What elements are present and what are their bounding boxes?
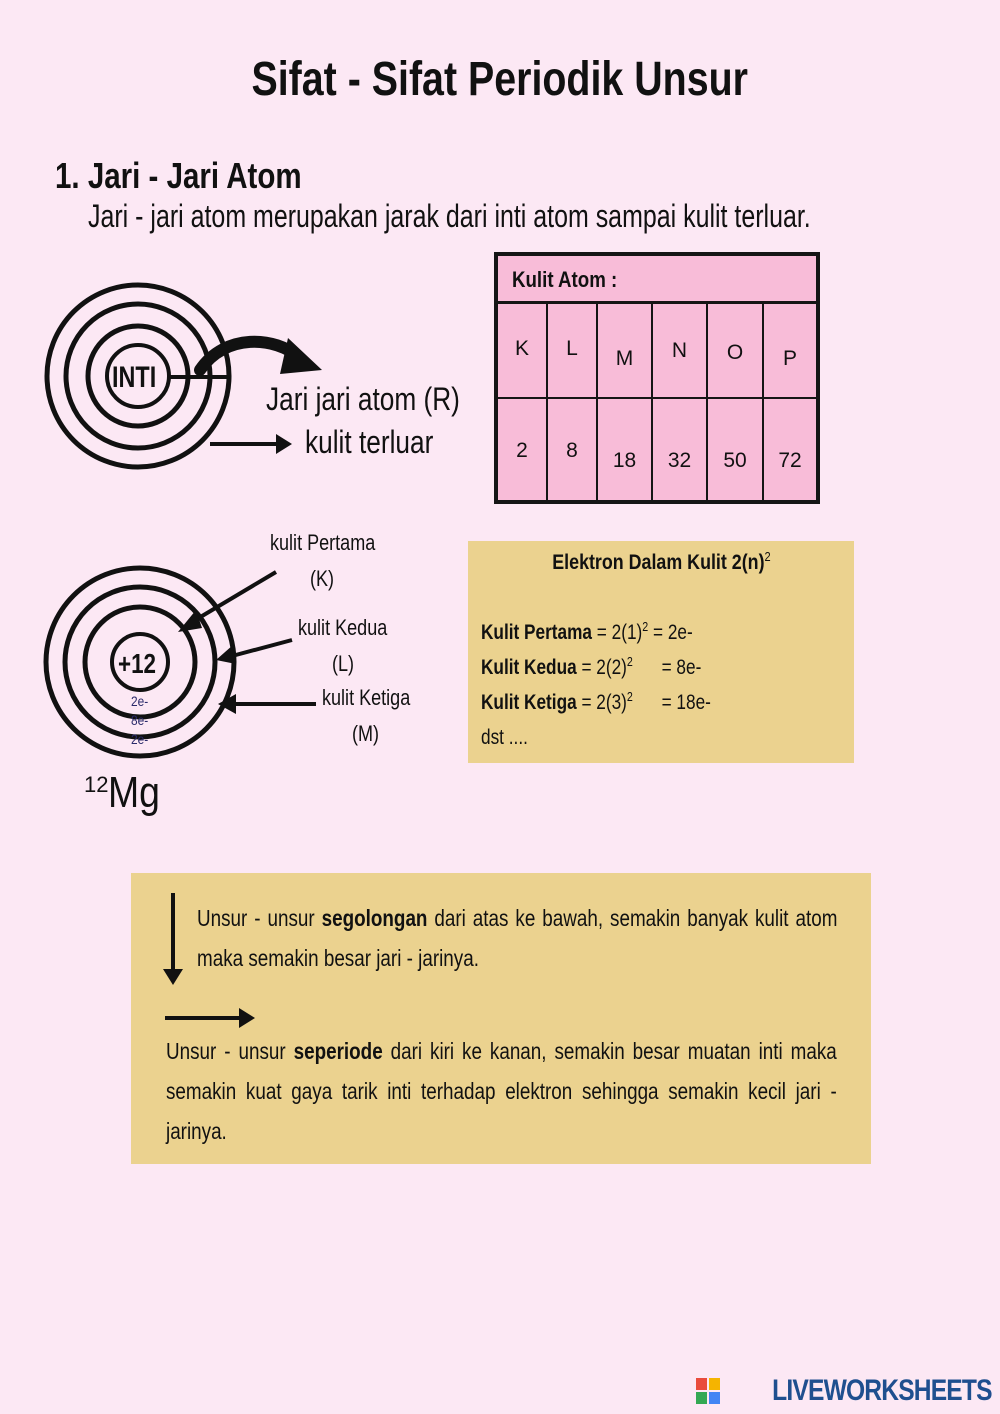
shell-name-n: N xyxy=(671,339,688,362)
section-heading: 1. Jari - Jari Atom xyxy=(55,155,302,196)
arrow-right-icon xyxy=(165,1006,257,1030)
shell-electrons-k: 2 xyxy=(516,439,528,462)
electron-row-3: Kulit Ketiga = $2(3)^2$ = 18e- xyxy=(481,689,711,714)
mg-electron-shell-2: 8e- xyxy=(131,712,149,728)
shell-name-o: O xyxy=(726,341,744,364)
liveworksheets-watermark: LIVEWORKSHEETS xyxy=(696,1374,992,1408)
electron-etc: dst .... xyxy=(481,726,528,749)
inti-label: INTI xyxy=(112,361,157,394)
mg-symbol: Mg xyxy=(108,768,161,817)
mg-atomic-number: 12 xyxy=(84,772,109,797)
shell-name-l: L xyxy=(566,337,578,360)
electron-formula-box xyxy=(468,541,854,763)
label-kulit-pertama: kulit Pertama xyxy=(270,530,376,555)
mg-nucleus: +12 xyxy=(118,648,156,679)
mg-electron-shell-3: 2e- xyxy=(131,731,149,747)
label-m: (M) xyxy=(352,721,380,746)
shell-name-p: P xyxy=(782,347,797,370)
shell-electrons-m: 18 xyxy=(612,449,637,472)
electron-row-1: Kulit Pertama = $2(1)^2 = 2e-$ xyxy=(481,619,693,644)
mg-electron-shell-1: 2e- xyxy=(131,693,149,709)
shell-name-k: K xyxy=(514,337,529,360)
shell-name-m: M xyxy=(615,347,634,370)
shell-electrons-n: 32 xyxy=(667,449,692,472)
label-l: (L) xyxy=(332,651,355,676)
mg-element-symbol xyxy=(84,768,170,818)
electron-row-2: Kulit Kedua = $2(2)^2$ = 8e- xyxy=(481,654,702,679)
shell-electrons-p: 72 xyxy=(778,449,802,472)
period-trend-text: Unsur - unsur seperiode dari kiri ke kanan, semakin besar muatan inti maka semakin kuat gaya tarik inti terhadap elektron sehingga semakin kecil jari - jarinya. xyxy=(166,1038,837,1144)
group-trend-text: Unsur - unsur segolongan dari atas ke bawah, semakin banyak kulit atom maka semakin besar jari - jarinya. xyxy=(197,905,838,971)
info-box xyxy=(131,873,871,1164)
outer-shell-label: kulit terluar xyxy=(305,424,434,460)
label-k: (K) xyxy=(310,566,335,591)
shell-electrons-o: 50 xyxy=(723,449,747,472)
shell-table xyxy=(494,252,820,504)
label-kulit-kedua: kulit Kedua xyxy=(298,615,388,640)
page-title: Sifat - Sifat Periodik Unsur xyxy=(251,53,749,106)
electron-box-title-sup: 2 xyxy=(764,549,771,565)
mg-atom-diagram xyxy=(40,560,330,760)
shell-electrons-l: 8 xyxy=(566,439,578,462)
liveworksheets-logo-icon xyxy=(696,1378,720,1404)
arrow-down-icon xyxy=(161,893,185,987)
electron-box-title: Elektron Dalam Kulit $2(n)^2$ xyxy=(551,549,771,574)
atom-shell-diagram xyxy=(40,278,330,478)
radius-label: Jari jari atom (R) xyxy=(266,381,460,417)
label-kulit-ketiga: kulit Ketiga xyxy=(322,685,411,710)
section-description: Jari - jari atom merupakan jarak dari inti atom sampai kulit terluar. xyxy=(88,198,811,234)
shell-table-header: Kulit Atom : xyxy=(498,256,816,304)
